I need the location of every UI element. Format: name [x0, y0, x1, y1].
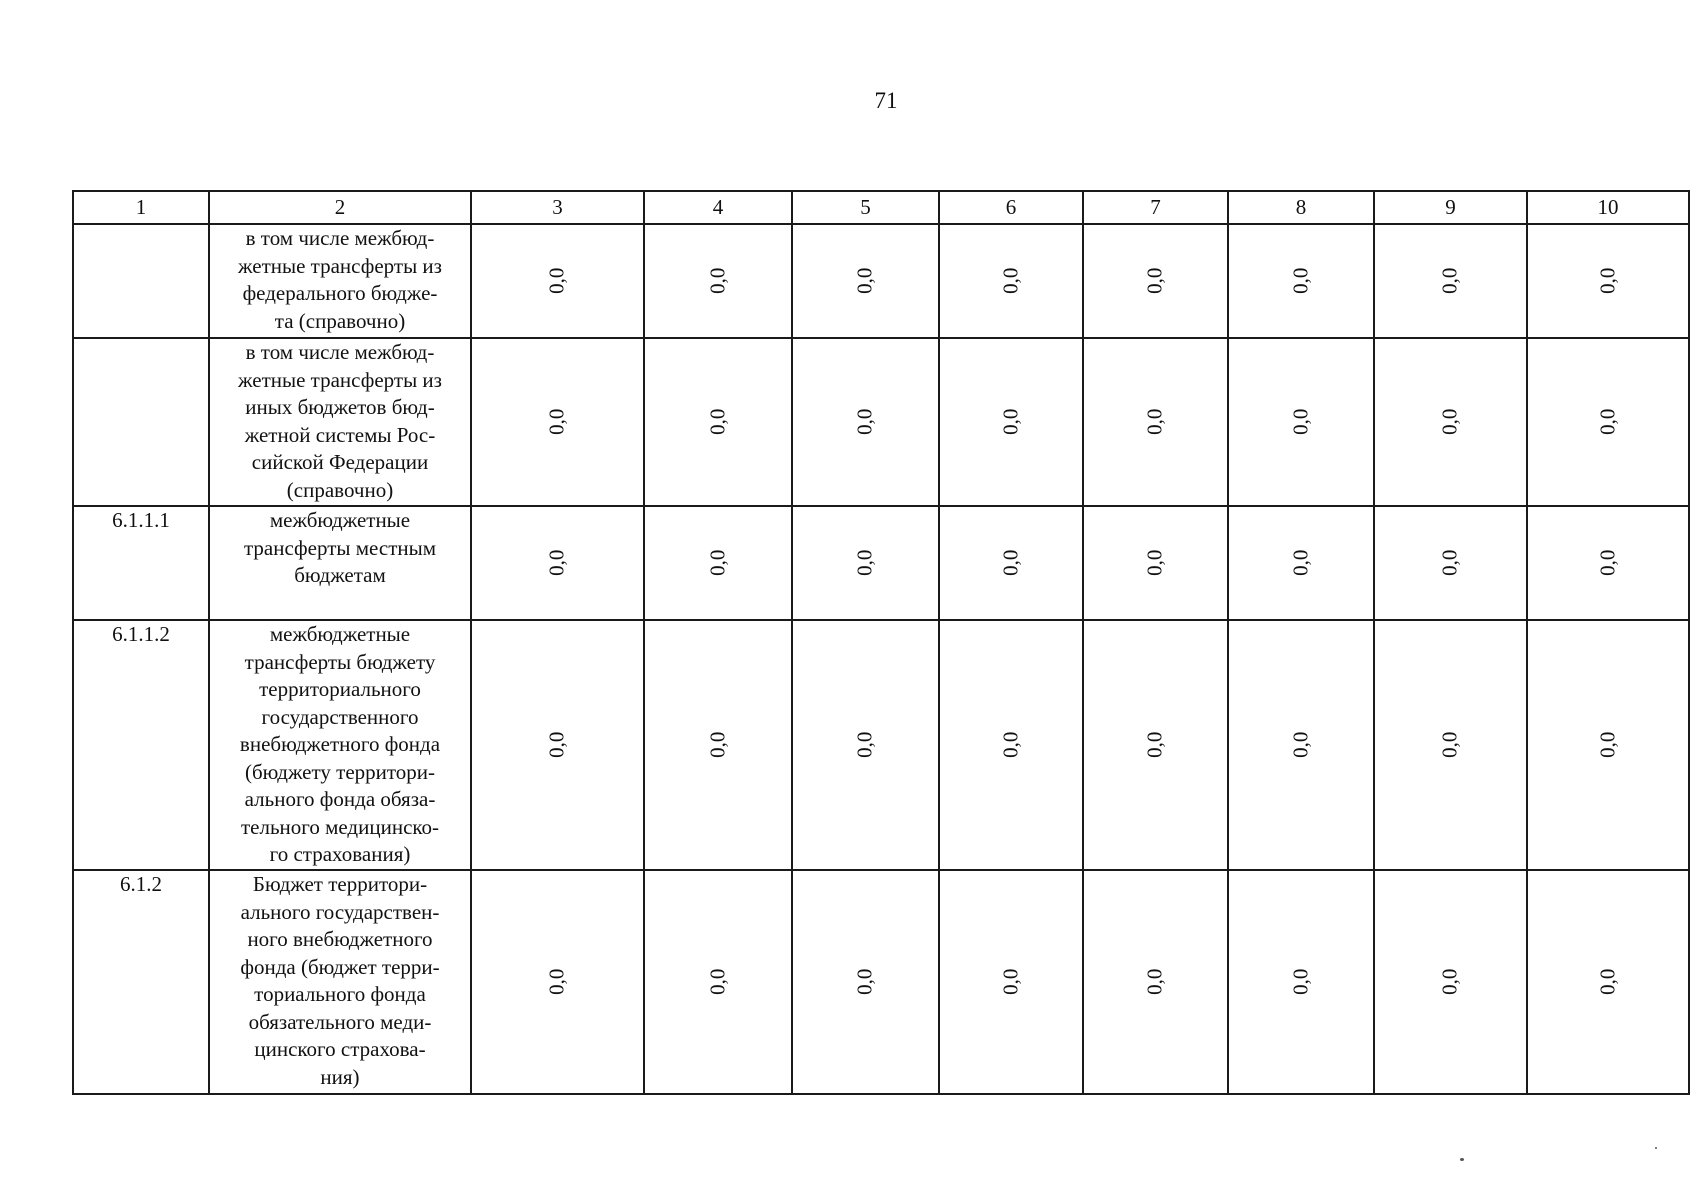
- value-text: 0,0: [1288, 968, 1313, 996]
- value-text: 0,0: [1595, 267, 1620, 295]
- value-text: 0,0: [1437, 408, 1462, 436]
- row-name-line: цинского страхова-: [254, 1037, 426, 1061]
- header-cell: 8: [1228, 191, 1374, 224]
- header-cell: 7: [1083, 191, 1228, 224]
- value-text: 0,0: [1142, 549, 1167, 577]
- row-name-line: трансферты бюджету: [244, 649, 436, 674]
- value-text: 0,0: [1437, 549, 1462, 577]
- value-text: 0,0: [998, 408, 1023, 436]
- value-text: 0,0: [1142, 267, 1167, 295]
- row-name-cell: [209, 224, 471, 338]
- value-text: 0,0: [705, 267, 730, 295]
- header-cell: 1: [73, 191, 209, 224]
- row-name-line: межбюджетные: [269, 622, 411, 646]
- value-text: 0,0: [544, 968, 569, 996]
- row-name-line: жетной системы Рос-: [244, 422, 436, 447]
- row-name-line: Бюджет территори-: [252, 872, 428, 896]
- row-name-cell: [209, 338, 471, 506]
- scan-speck: [1460, 1158, 1464, 1161]
- value-cell: [1374, 870, 1527, 1094]
- value-cell: [939, 870, 1083, 1094]
- value-cell: [644, 620, 792, 870]
- row-name-line: в том числе межбюд-: [245, 340, 435, 364]
- value-cell: [471, 620, 644, 870]
- value-cell: [644, 338, 792, 506]
- value-cell: [1374, 338, 1527, 506]
- row-name-line: (бюджету территори-: [244, 759, 436, 784]
- value-cell: [792, 224, 939, 338]
- value-cell: [1374, 224, 1527, 338]
- row-name-line: межбюджетные: [269, 508, 411, 532]
- value-cell: [1083, 620, 1228, 870]
- header-cell: 5: [792, 191, 939, 224]
- value-cell: [644, 224, 792, 338]
- value-cell: [471, 338, 644, 506]
- row-code-cell: 6.1.1.2: [73, 620, 209, 870]
- row-name-line: фонда (бюджет терри-: [240, 954, 440, 979]
- row-name-line: ния): [320, 1064, 360, 1089]
- value-cell: [1527, 620, 1689, 870]
- table-row: [73, 338, 1689, 506]
- value-text: 0,0: [998, 267, 1023, 295]
- value-text: 0,0: [1595, 408, 1620, 436]
- row-name-line: жетные трансферты из: [238, 367, 442, 392]
- value-cell: [792, 338, 939, 506]
- value-cell: [644, 870, 792, 1094]
- value-text: 0,0: [1288, 408, 1313, 436]
- table-row: [73, 620, 1689, 870]
- value-cell: [939, 506, 1083, 620]
- value-text: 0,0: [1437, 731, 1462, 759]
- value-cell: [1527, 224, 1689, 338]
- table-row: [73, 224, 1689, 338]
- header-cell: 6: [939, 191, 1083, 224]
- row-name-line: та (справочно): [274, 308, 406, 333]
- row-name-cell: [209, 870, 471, 1094]
- row-name-line: бюджетам: [294, 563, 386, 587]
- header-cell: 3: [471, 191, 644, 224]
- row-name-line: тельного медицинско-: [240, 814, 440, 839]
- value-text: 0,0: [1595, 549, 1620, 577]
- row-code-cell: 6.1.1.1: [73, 506, 209, 620]
- row-name-line: трансферты местным: [243, 535, 437, 560]
- value-cell: [1228, 620, 1374, 870]
- row-name-line: ального фонда обяза-: [244, 787, 436, 811]
- scan-speck: [1655, 1147, 1657, 1149]
- value-cell: [471, 224, 644, 338]
- header-cell: 4: [644, 191, 792, 224]
- value-text: 0,0: [998, 731, 1023, 759]
- header-cell: 9: [1374, 191, 1527, 224]
- row-name-line: федерального бюдже-: [242, 281, 438, 305]
- row-code-cell: [73, 224, 209, 338]
- budget-table: [72, 190, 1690, 1095]
- value-text: 0,0: [1437, 267, 1462, 295]
- header-cell: 2: [209, 191, 471, 224]
- value-cell: [1228, 870, 1374, 1094]
- value-text: 0,0: [544, 267, 569, 295]
- table-row: [73, 506, 1689, 620]
- header-row: [73, 191, 1689, 224]
- value-text: 0,0: [1142, 968, 1167, 996]
- value-text: 0,0: [1595, 731, 1620, 759]
- row-name-line: территориального: [259, 677, 421, 701]
- row-name-line: (справочно): [286, 477, 394, 502]
- value-text: 0,0: [1288, 731, 1313, 759]
- row-name-line: жетные трансферты из: [238, 253, 442, 278]
- value-text: 0,0: [852, 731, 877, 759]
- value-cell: [1228, 338, 1374, 506]
- value-text: 0,0: [998, 968, 1023, 996]
- value-text: 0,0: [1595, 968, 1620, 996]
- value-cell: [1374, 620, 1527, 870]
- value-cell: [1527, 870, 1689, 1094]
- value-text: 0,0: [852, 549, 877, 577]
- value-text: 0,0: [705, 968, 730, 996]
- value-text: 0,0: [1288, 549, 1313, 577]
- header-cell: 10: [1527, 191, 1689, 224]
- row-name-line: го страхования): [269, 842, 411, 866]
- value-text: 0,0: [705, 408, 730, 436]
- row-name-cell: [209, 620, 471, 870]
- value-cell: [1083, 506, 1228, 620]
- row-name-line: ториального фонда: [254, 982, 426, 1006]
- value-text: 0,0: [852, 267, 877, 295]
- value-text: 0,0: [1142, 408, 1167, 436]
- row-name-line: внебюджетного фонда: [239, 732, 441, 756]
- value-text: 0,0: [852, 968, 877, 996]
- value-cell: [1374, 506, 1527, 620]
- value-cell: [471, 870, 644, 1094]
- value-cell: [792, 506, 939, 620]
- value-text: 0,0: [544, 731, 569, 759]
- value-cell: [1527, 506, 1689, 620]
- value-text: 0,0: [852, 408, 877, 436]
- row-name-line: обязательного меди-: [248, 1009, 432, 1034]
- row-code-cell: 6.1.2: [73, 870, 209, 1094]
- value-cell: [1527, 338, 1689, 506]
- value-cell: [1083, 224, 1228, 338]
- row-name-line: в том числе межбюд-: [245, 226, 435, 250]
- value-cell: [939, 338, 1083, 506]
- row-name-line: иных бюджетов бюд-: [245, 395, 435, 419]
- table-row: [73, 870, 1689, 1094]
- value-text: 0,0: [1142, 731, 1167, 759]
- value-cell: [1083, 870, 1228, 1094]
- row-name-line: ного внебюджетного: [247, 927, 433, 951]
- row-name-line: ального государствен-: [240, 899, 440, 924]
- value-cell: [471, 506, 644, 620]
- value-text: 0,0: [544, 549, 569, 577]
- row-name-cell: [209, 506, 471, 620]
- row-name-line: сийской Федерации: [251, 450, 429, 474]
- value-cell: [644, 506, 792, 620]
- value-cell: [1228, 506, 1374, 620]
- value-text: 0,0: [705, 731, 730, 759]
- value-text: 0,0: [998, 549, 1023, 577]
- value-cell: [1228, 224, 1374, 338]
- value-text: 0,0: [1437, 968, 1462, 996]
- value-text: 0,0: [705, 549, 730, 577]
- value-cell: [792, 870, 939, 1094]
- value-text: 0,0: [544, 408, 569, 436]
- value-cell: [1083, 338, 1228, 506]
- value-cell: [792, 620, 939, 870]
- row-code-cell: [73, 338, 209, 506]
- value-cell: [939, 224, 1083, 338]
- page-number: 71: [874, 88, 898, 113]
- value-text: 0,0: [1288, 267, 1313, 295]
- row-name-line: государственного: [261, 704, 419, 729]
- value-cell: [939, 620, 1083, 870]
